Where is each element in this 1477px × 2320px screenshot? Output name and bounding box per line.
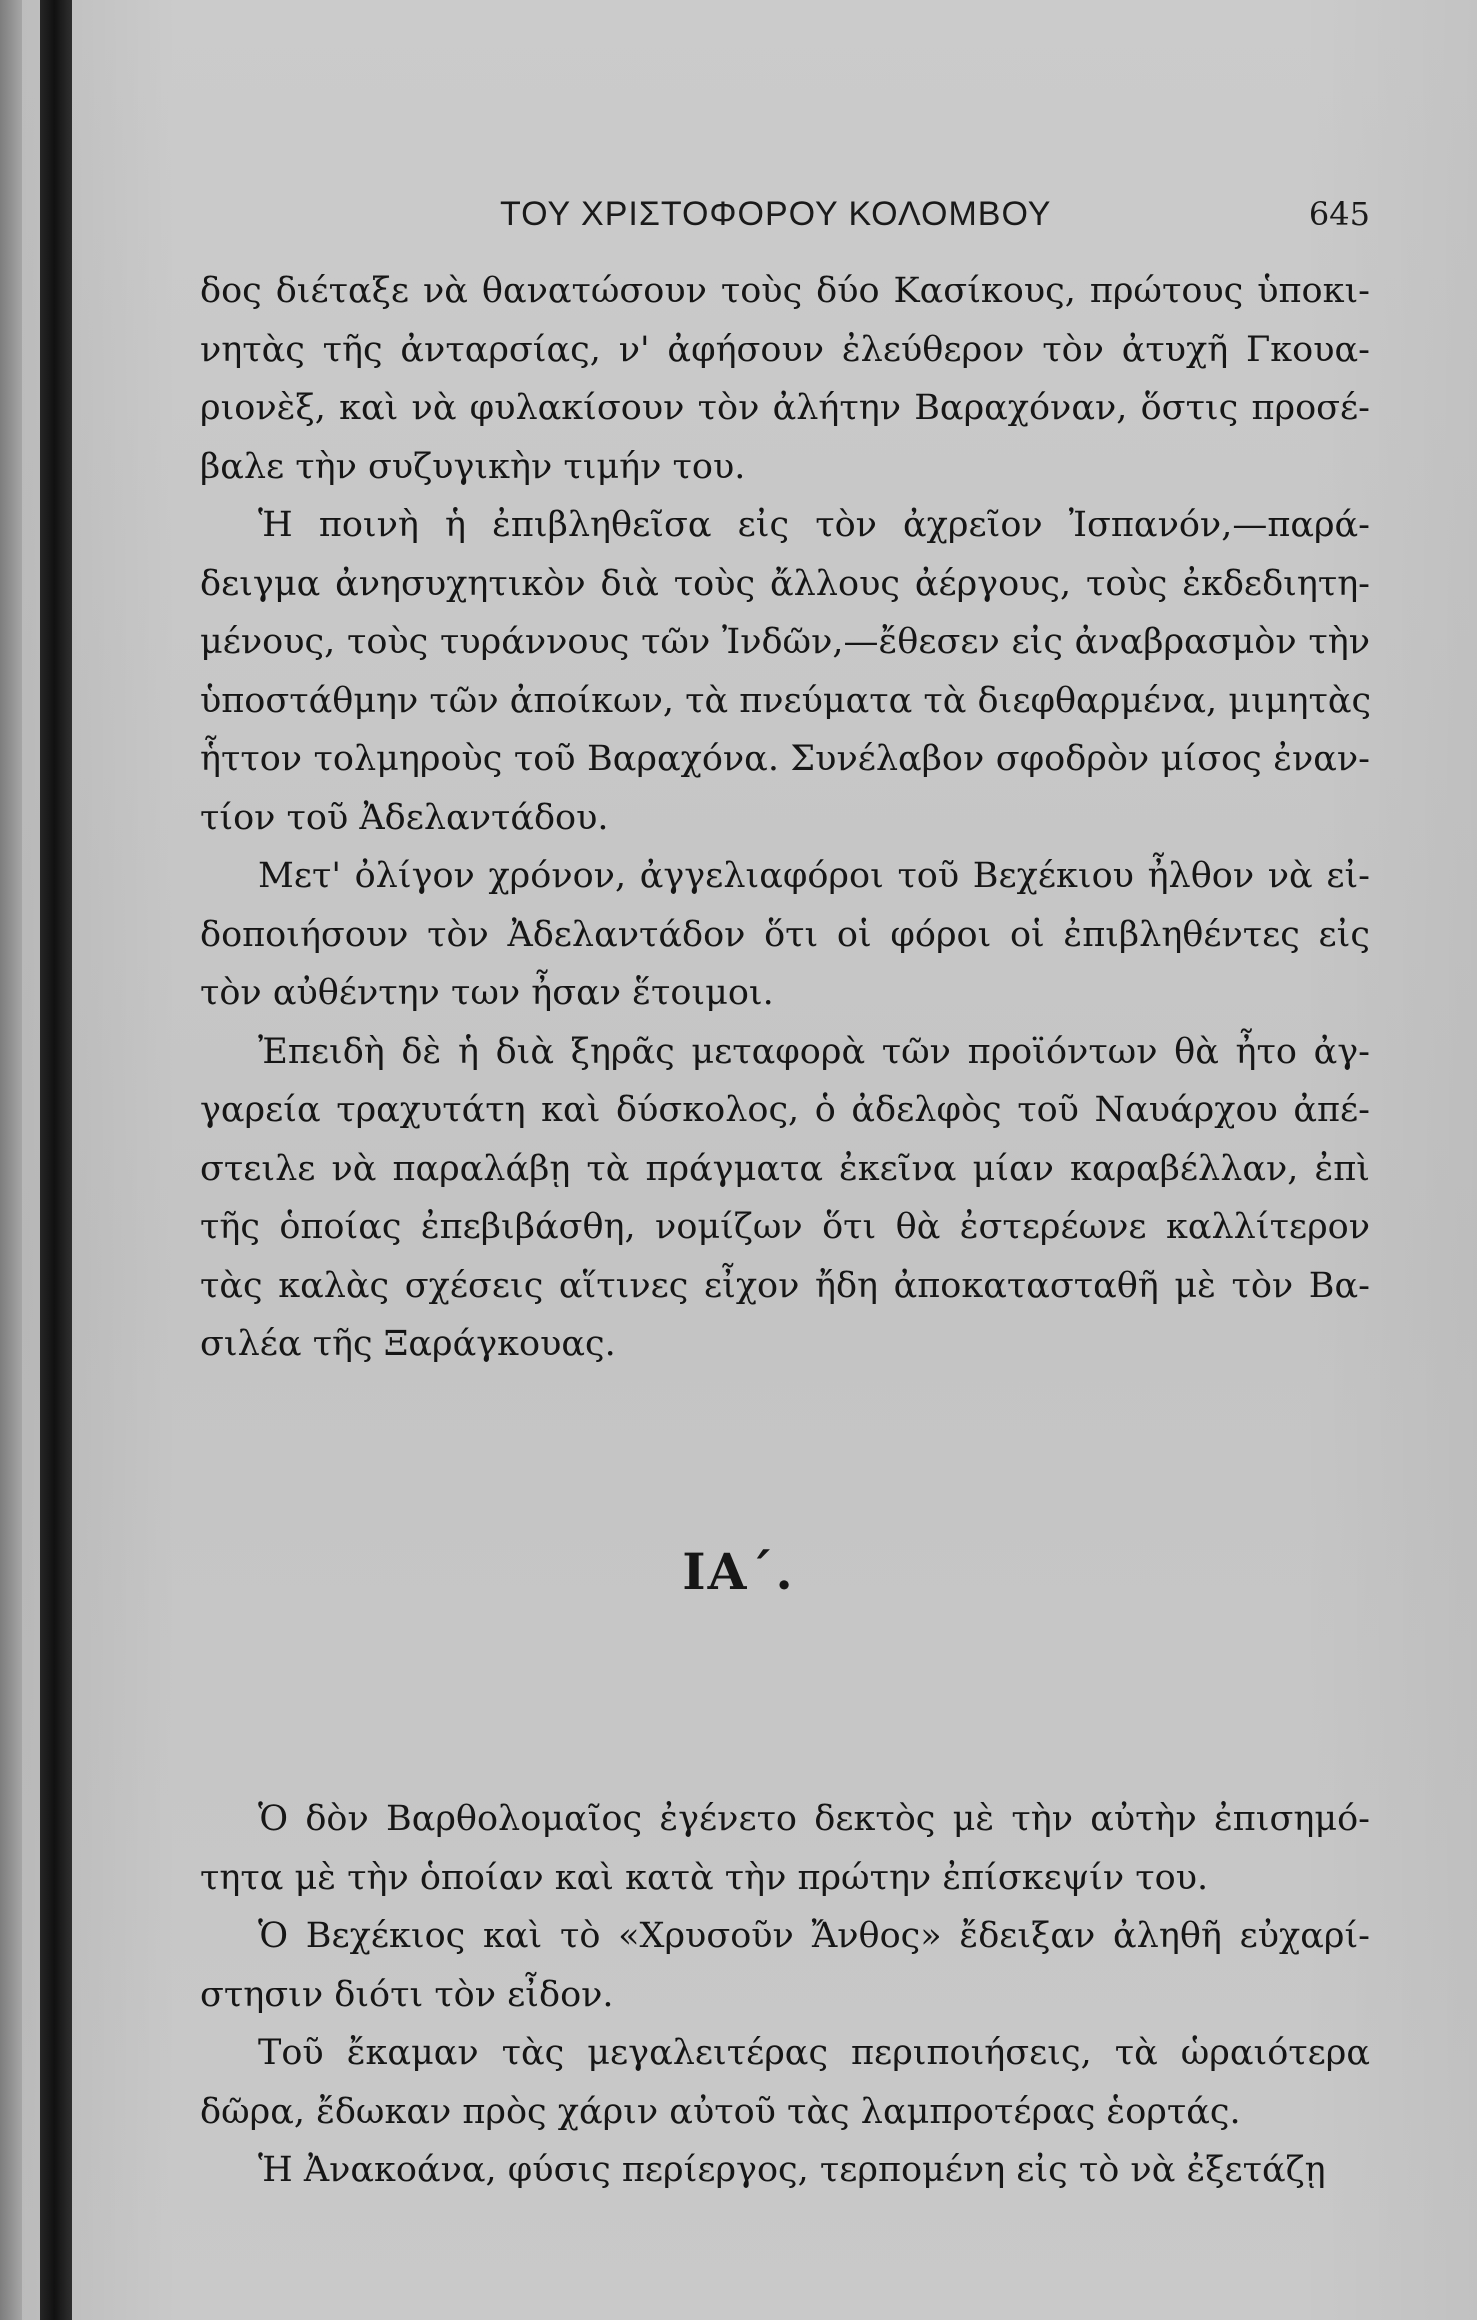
text-line: στειλε νὰ παραλάβῃ τὰ πράγματα ἐκεῖνα μίαν καραβέλλαν, ἐπὶ [200,1148,1370,1189]
text-line: ὑποστάθμην τῶν ἀποίκων, τὰ πνεύματα τὰ διεφθαρμένα, μιμητὰς [200,680,1372,721]
text-line: ριονὲξ, καὶ νὰ φυλακίσουν τὸν ἀλήτην Βαραχόναν, ὅστις προσέ- [200,388,1370,428]
text-line: Ἡ ποινὴ ἡ ἐπιβληθεῖσα εἰς τὸν ἀχρεῖον Ἰσπανόν,—παρά- [258,505,1370,545]
text-line: δος διέταξε νὰ θανατώσουν τοὺς δύο Κασίκους, πρώτους ὑποκι- [200,271,1370,311]
text-line: τὰς καλὰς σχέσεις αἵτινες εἶχον ἤδη ἀποκατασταθῆ μὲ τὸν Βα- [200,1265,1370,1306]
paragraph-6 [200,1907,1370,2024]
text-line: Τοῦ ἔκαμαν τὰς μεγαλειτέρας περιποιήσεις, τὰ ὡραιότερα [258,2033,1370,2073]
text-line: στησιν διότι τὸν εἶδον. [200,1974,614,2015]
text-line: δειγμα ἀνησυχητικὸν διὰ τοὺς ἄλλους ἀέργους, τοὺς ἐκδεδιητη- [200,563,1370,604]
main-text [200,262,1370,1374]
paragraph-4 [200,1023,1370,1374]
page-number: 645 [1308,195,1370,233]
text-line: ἧττον τολμηροὺς τοῦ Βαραχόνα. Συνέλαβον σφοδρὸν μίσος ἐναν- [200,739,1370,779]
text-line: Ὁ δὸν Βαρθολομαῖος ἐγένετο δεκτὸς μὲ τὴν αὐτὴν ἐπισημό- [258,1799,1370,1839]
chapter-text [200,1790,1370,2200]
running-title: ΤΟΥ ΧΡΙΣΤΟΦΟΡΟΥ ΚΟΛΟΜΒΟΥ [500,195,1052,233]
paragraph-8 [200,2141,1370,2200]
text-line: Μετ' ὀλίγον χρόνον, ἀγγελιαφόροι τοῦ Βεχέκιου ἦλθον νὰ εἰ- [258,856,1370,896]
page-header [200,192,1370,242]
text-line: μένους, τοὺς τυράννους τῶν Ἰνδῶν,—ἔθεσεν εἰς ἀναβρασμὸν τὴν [200,622,1370,662]
text-line: τητα μὲ τὴν ὁποίαν καὶ κατὰ τὴν πρώτην ἐπίσκεψίν του. [200,1857,1209,1898]
text-line: τῆς ὁποίας ἐπεβιβάσθη, νομίζων ὅτι θὰ ἐστερέωνε καλλίτερον [200,1207,1370,1247]
text-line: δοποιήσουν τὸν Ἀδελαντάδον ὅτι οἱ φόροι οἱ ἐπιβληθέντες εἰς [200,914,1370,955]
text-line: τὸν αὐθέντην των ἦσαν ἕτοιμοι. [200,973,774,1013]
paragraph-3 [200,847,1370,1023]
text-line: Ἡ Ἀνακοάνα, φύσις περίεργος, τερπομένη εἰς τὸ νὰ ἐξετάζῃ [258,2150,1326,2190]
text-line: βαλε τὴν συζυγικὴν τιμήν του. [200,446,746,487]
paragraph-1 [200,262,1370,496]
paragraph-5 [200,1790,1370,1907]
text-line: σιλέα τῆς Ξαράγκουας. [200,1324,616,1364]
text-line: νητὰς τῆς ἀνταρσίας, ν' ἀφήσουν ἐλεύθερον τὸν ἀτυχῆ Γκουα- [200,329,1370,370]
text-line: τίον τοῦ Ἀδελαντάδου. [200,797,609,838]
text-line: γαρεία τραχυτάτη καὶ δύσκολος, ὁ ἀδελφὸς τοῦ Ναυάρχου ἀπέ- [200,1090,1370,1130]
text-line: Ὁ Βεχέκιος καὶ τὸ «Χρυσοῦν Ἄνθος» ἔδειξαν ἀληθῆ εὐχαρί- [258,1916,1370,1956]
text-line: δῶρα, ἔδωκαν πρὸς χάριν αὐτοῦ τὰς λαμπροτέρας ἑορτάς. [200,2091,1241,2132]
binding-gutter [40,0,72,2320]
text-line: Ἐπειδὴ δὲ ἡ διὰ ξηρᾶς μεταφορὰ τῶν προϊόντων θὰ ἦτο ἀγ- [258,1031,1370,1072]
paragraph-7 [200,2024,1370,2141]
paragraph-2 [200,496,1370,847]
chapter-heading: ΙΑ΄. [682,1542,795,1601]
page-edge-shadow [0,0,22,2320]
